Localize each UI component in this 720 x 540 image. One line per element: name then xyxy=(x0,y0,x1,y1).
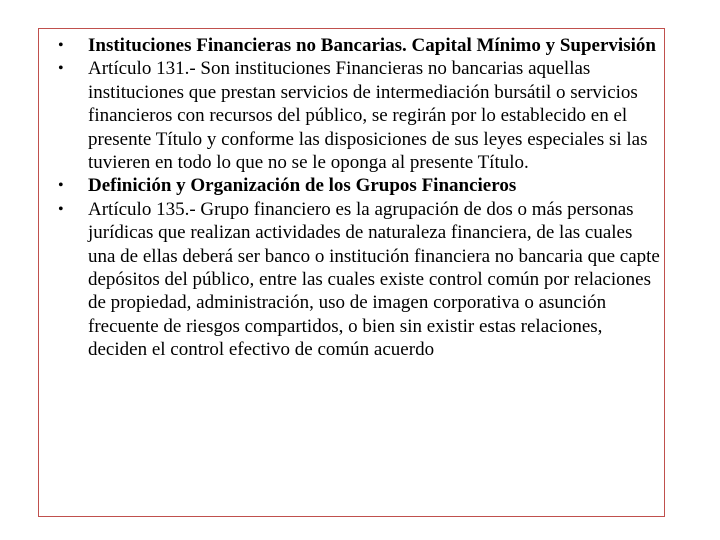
bullet-text: Artículo 131.- Son instituciones Financieras no bancarias aquellas instituciones que prestan servicios de intermediación bursátil o servicios financieros con recursos del público, se regirán por lo establecido en el presente Título y conforme las disposiciones de sus leyes especiales si las tuvieren en todo lo que no se le oponga al presente Título. xyxy=(88,58,648,174)
bullet-item-heading-1 xyxy=(52,34,662,57)
bullet-icon: • xyxy=(58,37,64,54)
bullet-text: Artículo 135.- Grupo financiero es la agrupación de dos o más personas jurídicas que realizan actividades de naturaleza financiera, de las cuales una de ellas deberá ser banco o institución financiera no bancaria que capte depósitos del público, entre las cuales existe control común por relaciones de propiedad, administración, uso de imagen corporativa o asunción frecuente de riesgos compartidos, o bien sin existir estas relaciones, deciden el control efectivo de común acuerdo xyxy=(88,198,660,361)
bullet-item-heading-2 xyxy=(52,174,662,197)
bullet-icon: • xyxy=(58,60,64,78)
bullet-text: Definición y Organización de los Grupos Financieros xyxy=(88,175,517,197)
bullet-item-article-131 xyxy=(52,57,662,174)
bullet-icon: • xyxy=(58,177,64,195)
bullet-item-article-135 xyxy=(52,198,662,362)
bullet-list xyxy=(52,34,662,362)
bullet-icon: • xyxy=(58,200,64,218)
bullet-text: Instituciones Financieras no Bancarias. Capital Mínimo y Supervisión xyxy=(88,35,656,56)
